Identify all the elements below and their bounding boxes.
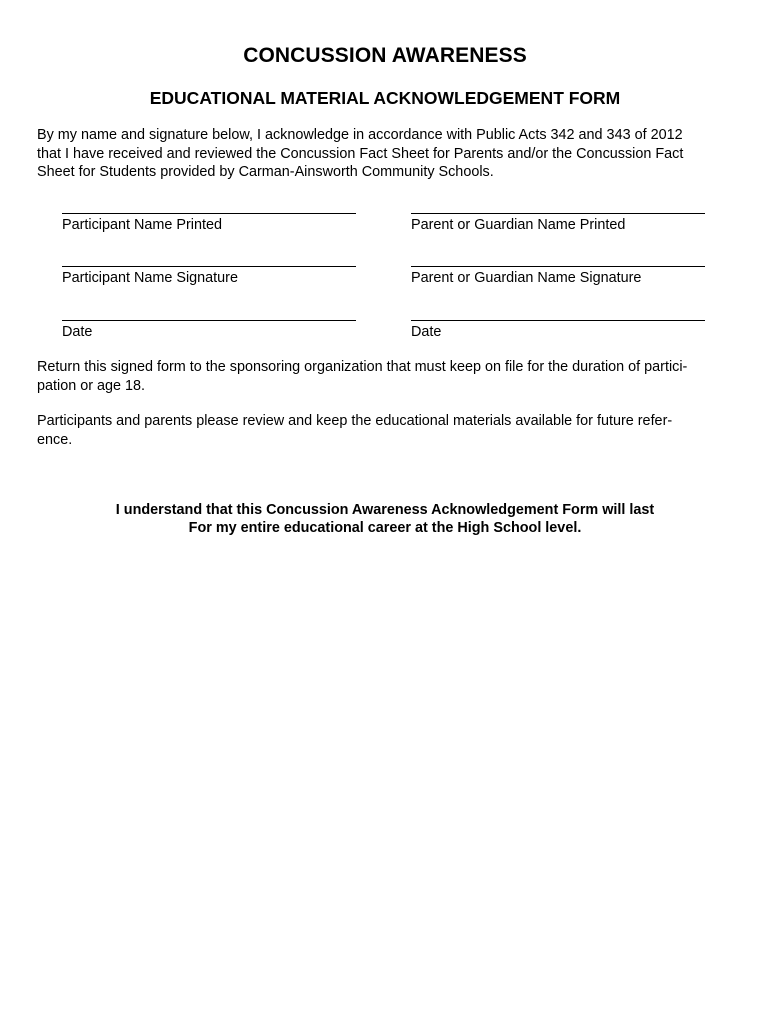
signature-line xyxy=(411,266,705,267)
parent-signature-label: Parent or Guardian Name Signature xyxy=(411,270,642,286)
parent-date-label: Date xyxy=(411,324,442,340)
return-line: Return this signed form to the sponsoring organization that must keep on file for the duration of partici- xyxy=(37,359,688,375)
intro-line: By my name and signature below, I acknowledge in accordance with Public Acts 342 and 343 of 2012 xyxy=(37,127,683,143)
parent-name-printed-field[interactable] xyxy=(411,213,706,234)
participant-date-label: Date xyxy=(62,324,93,340)
participant-name-printed-label: Participant Name Printed xyxy=(62,217,222,233)
intro-line: Sheet for Students provided by Carman-Ainsworth Community Schools. xyxy=(37,164,494,180)
intro-line: that I have received and reviewed the Concussion Fact Sheet for Parents and/or the Concussion Fact xyxy=(37,145,684,162)
signature-line xyxy=(62,266,356,267)
closing-line: I understand that this Concussion Awareness Acknowledgement Form will last xyxy=(115,502,655,518)
participant-signature-field[interactable] xyxy=(62,266,357,287)
participant-date-field[interactable] xyxy=(62,320,357,341)
signature-line xyxy=(62,213,356,214)
closing-line: For my entire educational career at the High School level. xyxy=(188,520,582,536)
signature-line xyxy=(62,320,356,321)
return-line: pation or age 18. xyxy=(37,377,146,394)
signature-line xyxy=(411,320,705,321)
review-line: Participants and parents please review and keep the educational materials available for future refer- xyxy=(37,413,673,429)
review-line: ence. xyxy=(37,431,73,448)
intro-paragraph xyxy=(37,126,737,182)
form-subtitle: EDUCATIONAL MATERIAL ACKNOWLEDGEMENT FORM xyxy=(149,88,621,108)
form-title: CONCUSSION AWARENESS xyxy=(243,44,527,67)
parent-signature-field[interactable] xyxy=(411,266,706,287)
parent-date-field[interactable] xyxy=(411,320,706,341)
parent-name-printed-label: Parent or Guardian Name Printed xyxy=(411,217,626,233)
participant-name-printed-field[interactable] xyxy=(62,213,357,234)
signature-line xyxy=(411,213,705,214)
closing-statement xyxy=(0,501,770,537)
review-instructions xyxy=(37,412,737,449)
participant-signature-label: Participant Name Signature xyxy=(62,270,238,286)
return-instructions xyxy=(37,358,737,395)
